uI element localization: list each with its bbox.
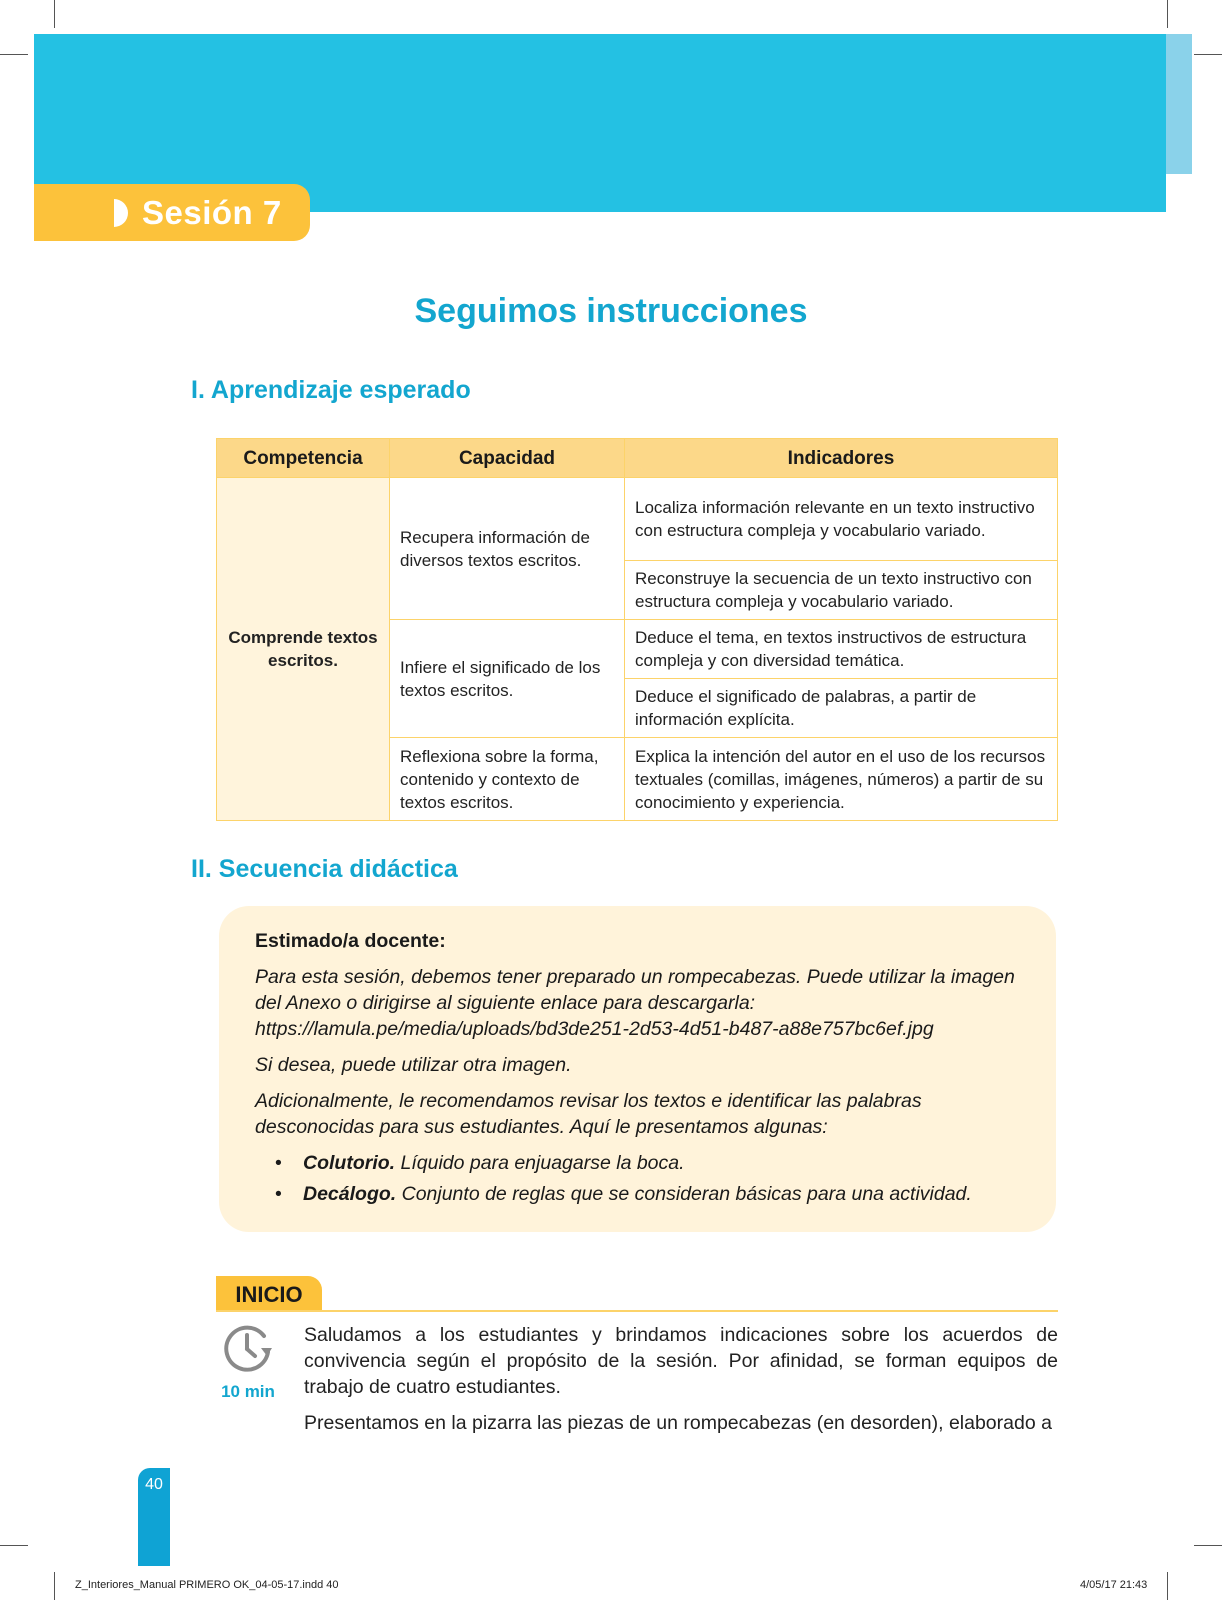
crop-mark [1194,54,1222,55]
session-tab [34,184,310,241]
inicio-body [304,1322,1058,1446]
crop-mark [1194,1545,1222,1546]
crop-mark [54,1572,55,1600]
session-label: Sesión 7 [142,193,282,231]
note-text: Para esta sesión, debemos tener preparado un rompecabezas. Puede utilizar la imagen del Anexo o dirigirse al siguiente enlace para descargarla: [255,966,1015,1014]
clock-icon [220,1322,274,1376]
capacidad-cell: Infiere el significado de los textos escritos. [390,620,625,738]
note-paragraph [255,964,1025,1042]
footer-file: Z_Interiores_Manual PRIMERO OK_04-05-17.indd 40 [75,1579,339,1591]
teacher-note [219,906,1056,1232]
duration-label: 10 min [221,1382,275,1401]
indicador-cell: Deduce el significado de palabras, a partir de información explícita. [625,679,1058,738]
glossary-definition: Conjunto de reglas que se consideran básicas para una actividad. [401,1183,972,1205]
header-band-edge [1166,34,1192,174]
list-item [255,1150,1025,1176]
bullet-icon: • [275,1152,282,1174]
table-header-row [217,439,1058,478]
header-indicadores: Indicadores [625,439,1058,478]
crop-mark [1167,1572,1168,1600]
crop-mark [1167,0,1168,28]
capacidad-cell: Recupera información de diversos textos escritos. [390,478,625,620]
list-item [255,1181,1025,1207]
page-number: 40 [145,1476,163,1493]
crop-mark [54,0,55,28]
indicador-cell: Explica la intención del autor en el uso de los recursos textuales (comillas, imágenes, números) a partir de su conocimiento y experiencia. [625,738,1058,821]
capacidad-cell: Reflexiona sobre la forma, contenido y contexto de textos escritos. [390,738,625,821]
glossary-term: Colutorio. [303,1152,396,1174]
note-paragraph: Adicionalmente, le recomendamos revisar los textos e identificar las palabras desconocidas para sus estudiantes. Aquí le presentamos algunas: [255,1090,922,1138]
inicio-tab: INICIO [216,1276,322,1312]
body-paragraph: Saludamos a los estudiantes y brindamos indicaciones sobre los acuerdos de convivencia según el propósito de la sesión. Por afinidad, se forman equipos de trabajo de cuatro estudiantes. [304,1324,1058,1398]
section-title-secuencia: II. Secuencia didáctica [191,855,458,883]
competencia-cell: Comprende textos escritos. [217,478,390,821]
table-row [217,478,1058,561]
glossary-list [255,1150,1025,1207]
indicador-cell: Deduce el tema, en textos instructivos de estructura compleja y con diversidad temática. [625,620,1058,679]
bullet-icon: • [275,1183,282,1205]
learning-table [216,438,1058,821]
indicador-cell: Localiza información relevante en un texto instructivo con estructura compleja y vocabulario variado. [625,478,1058,561]
indicador-cell: Reconstruye la secuencia de un texto instructivo con estructura compleja y vocabulario variado. [625,561,1058,620]
header-capacidad: Capacidad [390,439,625,478]
note-heading: Estimado/a docente: [255,930,446,952]
footer-datetime: 4/05/17 21:43 [1080,1579,1148,1591]
note-paragraph: Si desea, puede utilizar otra imagen. [255,1054,572,1076]
download-link[interactable]: https://lamula.pe/media/uploads/bd3de251-2d53-4d51-b487-a88e757bc6ef.jpg [255,1018,934,1040]
crop-mark [0,1545,28,1546]
half-circle-icon [114,199,128,227]
glossary-definition: Líquido para enjuagarse la boca. [400,1152,685,1174]
crop-mark [0,54,28,55]
page-title: Seguimos instrucciones [414,292,808,330]
glossary-term: Decálogo. [303,1183,397,1205]
inicio-divider [216,1310,1058,1312]
body-paragraph: Presentamos en la pizarra las piezas de un rompecabezas (en desorden), elaborado a [304,1412,1052,1434]
header-competencia: Competencia [217,439,390,478]
section-title-aprendizaje: I. Aprendizaje esperado [191,376,471,404]
